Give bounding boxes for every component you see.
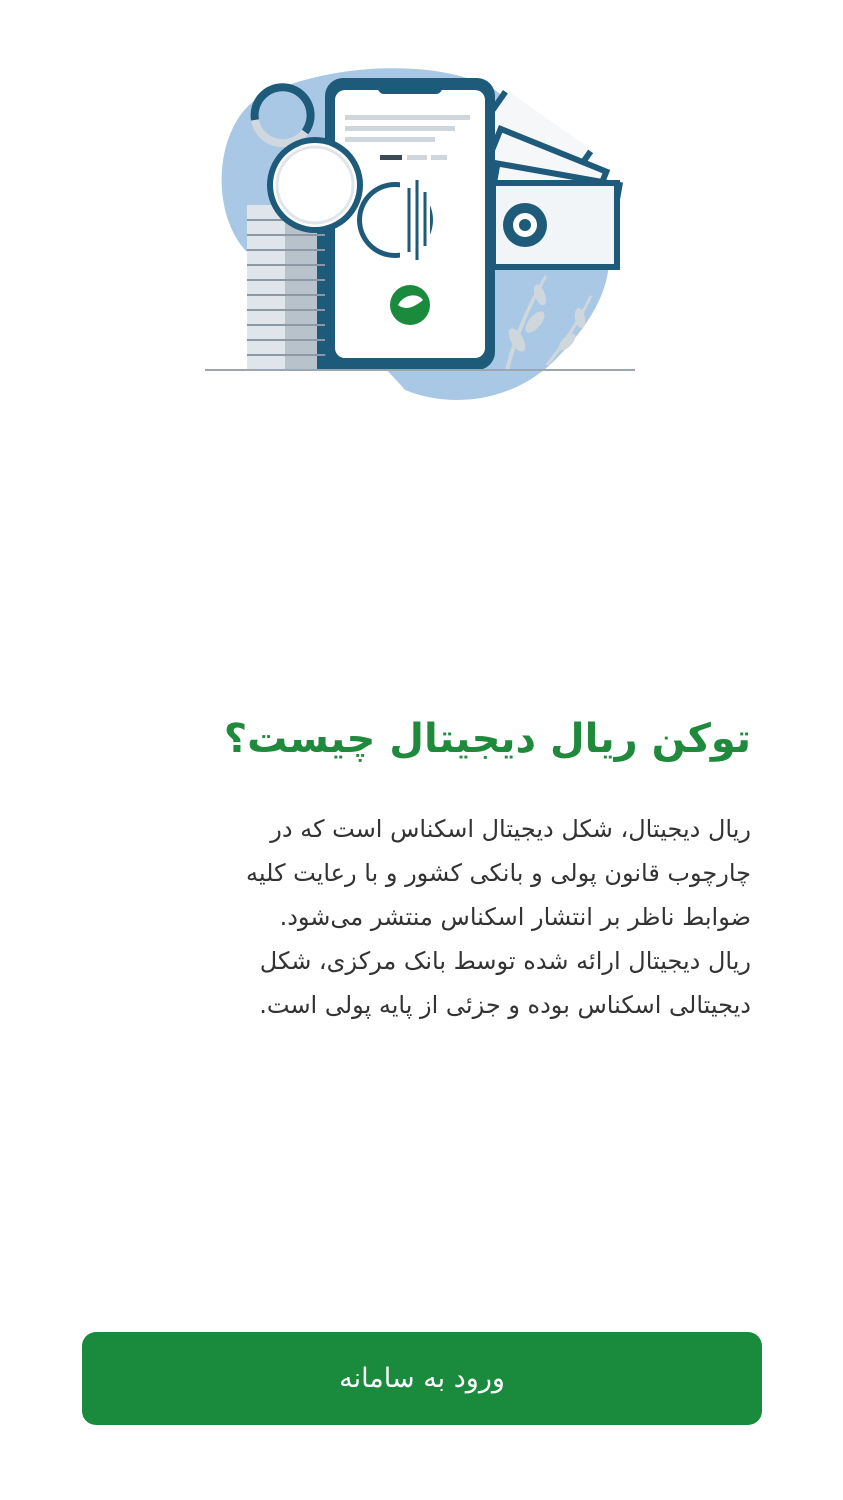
page-title: توکن ریال دیجیتال چیست؟: [223, 716, 751, 762]
coin-icon: [267, 137, 363, 233]
login-button-label: ورود به سامانه: [339, 1363, 505, 1394]
digital-rial-illustration: [195, 60, 645, 410]
description-text: ریال دیجیتال، شکل دیجیتال اسکناس است که در چارچوب قانون پولی و بانکی کشور و با رعایت کلیه ضوابط ناظر بر انتشار اسکناس منتشر می‌شود. ریال دیجیتال ارائه شده توسط بانک مرکزی، شکل دیجیتالی اسکناس بوده و جزئی از پایه پولی است.: [246, 815, 751, 1019]
login-button[interactable]: [82, 1332, 762, 1425]
